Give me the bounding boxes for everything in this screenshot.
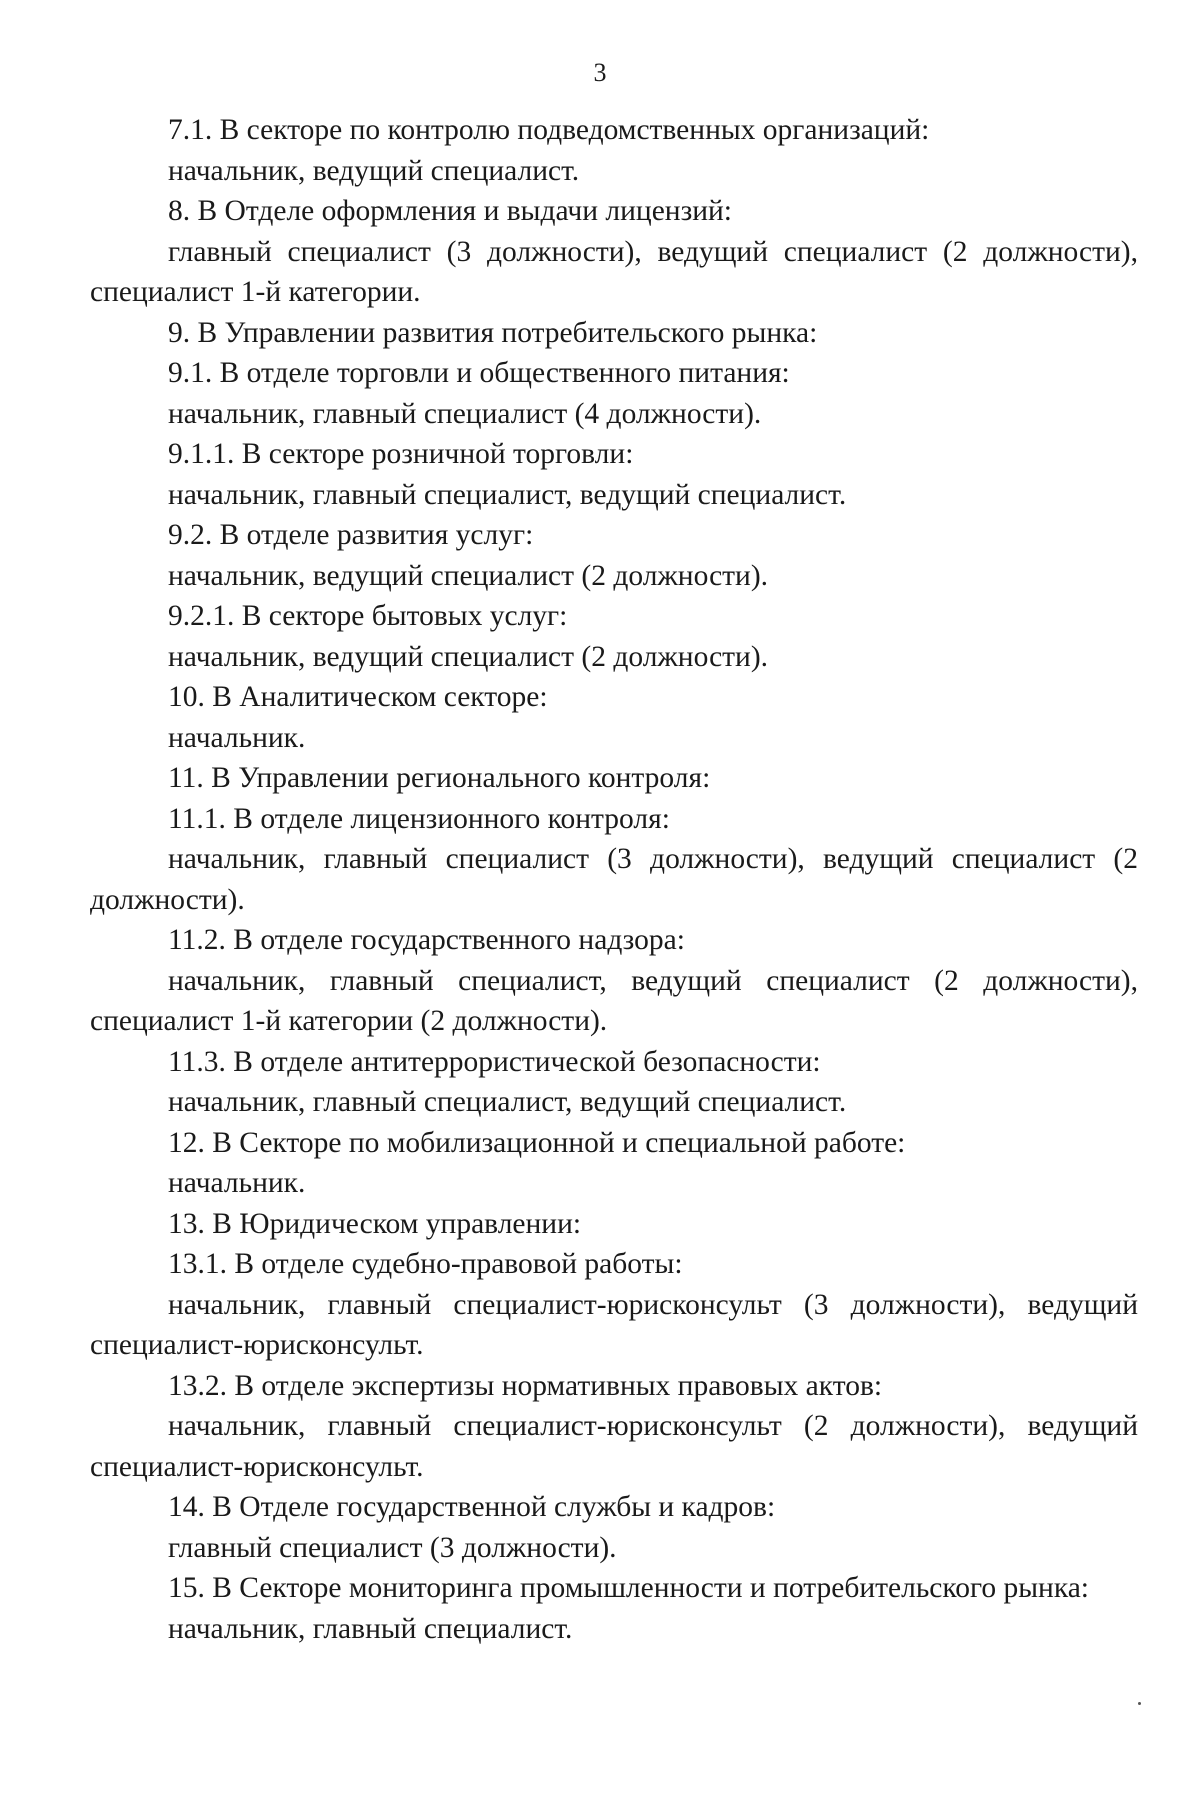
paragraph: начальник, главный специалист. — [168, 1612, 573, 1645]
paragraph: 8. В Отделе оформления и выдачи лицензий: — [168, 195, 733, 227]
paragraph: 13.1. В отделе судебно-правовой работы: — [168, 1248, 683, 1280]
paragraph: начальник, ведущий специалист (2 должности). — [168, 640, 769, 673]
paragraph: 11.2. В отделе государственного надзора: — [168, 924, 685, 956]
paragraph: 9.1.1. В секторе розничной торговли: — [168, 438, 634, 470]
paragraph: начальник, ведущий специалист (2 должности). — [168, 559, 769, 592]
document-body — [90, 110, 1138, 1649]
paragraph: 10. В Аналитическом секторе: — [168, 681, 548, 713]
paragraph: 7.1. В секторе по контролю подведомственных организаций: — [168, 114, 930, 146]
paragraph: начальник, главный специалист, ведущий специалист (2 должности), специалист 1-й категории (2 должности). — [90, 964, 1138, 1037]
paragraph: 11. В Управлении регионального контроля: — [168, 762, 711, 794]
paragraph: 11.1. В отделе лицензионного контроля: — [168, 802, 670, 835]
paragraph: начальник, главный специалист, ведущий специалист. — [168, 1086, 847, 1118]
paragraph: главный специалист (3 должности), ведущий специалист (2 должности), специалист 1-й категории. — [90, 235, 1138, 308]
paragraph: 14. В Отделе государственной службы и кадров: — [168, 1491, 776, 1523]
paragraph: начальник, ведущий специалист. — [168, 154, 580, 187]
paragraph: 9.2. В отделе развития услуг: — [168, 519, 534, 551]
paragraph: 9.2.1. В секторе бытовых услуг: — [168, 600, 568, 632]
paragraph: 13. В Юридическом управлении: — [168, 1207, 582, 1240]
page-number: 3 — [593, 58, 607, 87]
paragraph: начальник, главный специалист-юрисконсульт (3 должности), ведущий специалист-юрисконсульт. — [90, 1288, 1138, 1361]
scan-speck — [1138, 1702, 1141, 1705]
paragraph: начальник, главный специалист-юрисконсульт (2 должности), ведущий специалист-юрисконсульт. — [90, 1410, 1138, 1483]
paragraph: начальник. — [168, 721, 306, 754]
paragraph: 11.3. В отделе антитеррористической безопасности: — [168, 1045, 821, 1078]
paragraph: 13.2. В отделе экспертизы нормативных правовых актов: — [168, 1369, 883, 1402]
paragraph: 12. В Секторе по мобилизационной и специальной работе: — [168, 1126, 906, 1159]
paragraph: 9.1. В отделе торговли и общественного питания: — [168, 357, 790, 389]
paragraph: 9. В Управлении развития потребительского рынка: — [168, 316, 818, 349]
paragraph: главный специалист (3 должности). — [168, 1531, 617, 1564]
paragraph: 15. В Секторе мониторинга промышленности и потребительского рынка: — [168, 1572, 1089, 1604]
paragraph: начальник, главный специалист, ведущий специалист. — [168, 478, 847, 511]
paragraph: начальник, главный специалист (3 должности), ведущий специалист (2 должности). — [90, 843, 1138, 916]
paragraph: начальник, главный специалист (4 должности). — [168, 397, 762, 430]
paragraph: начальник. — [168, 1167, 306, 1199]
